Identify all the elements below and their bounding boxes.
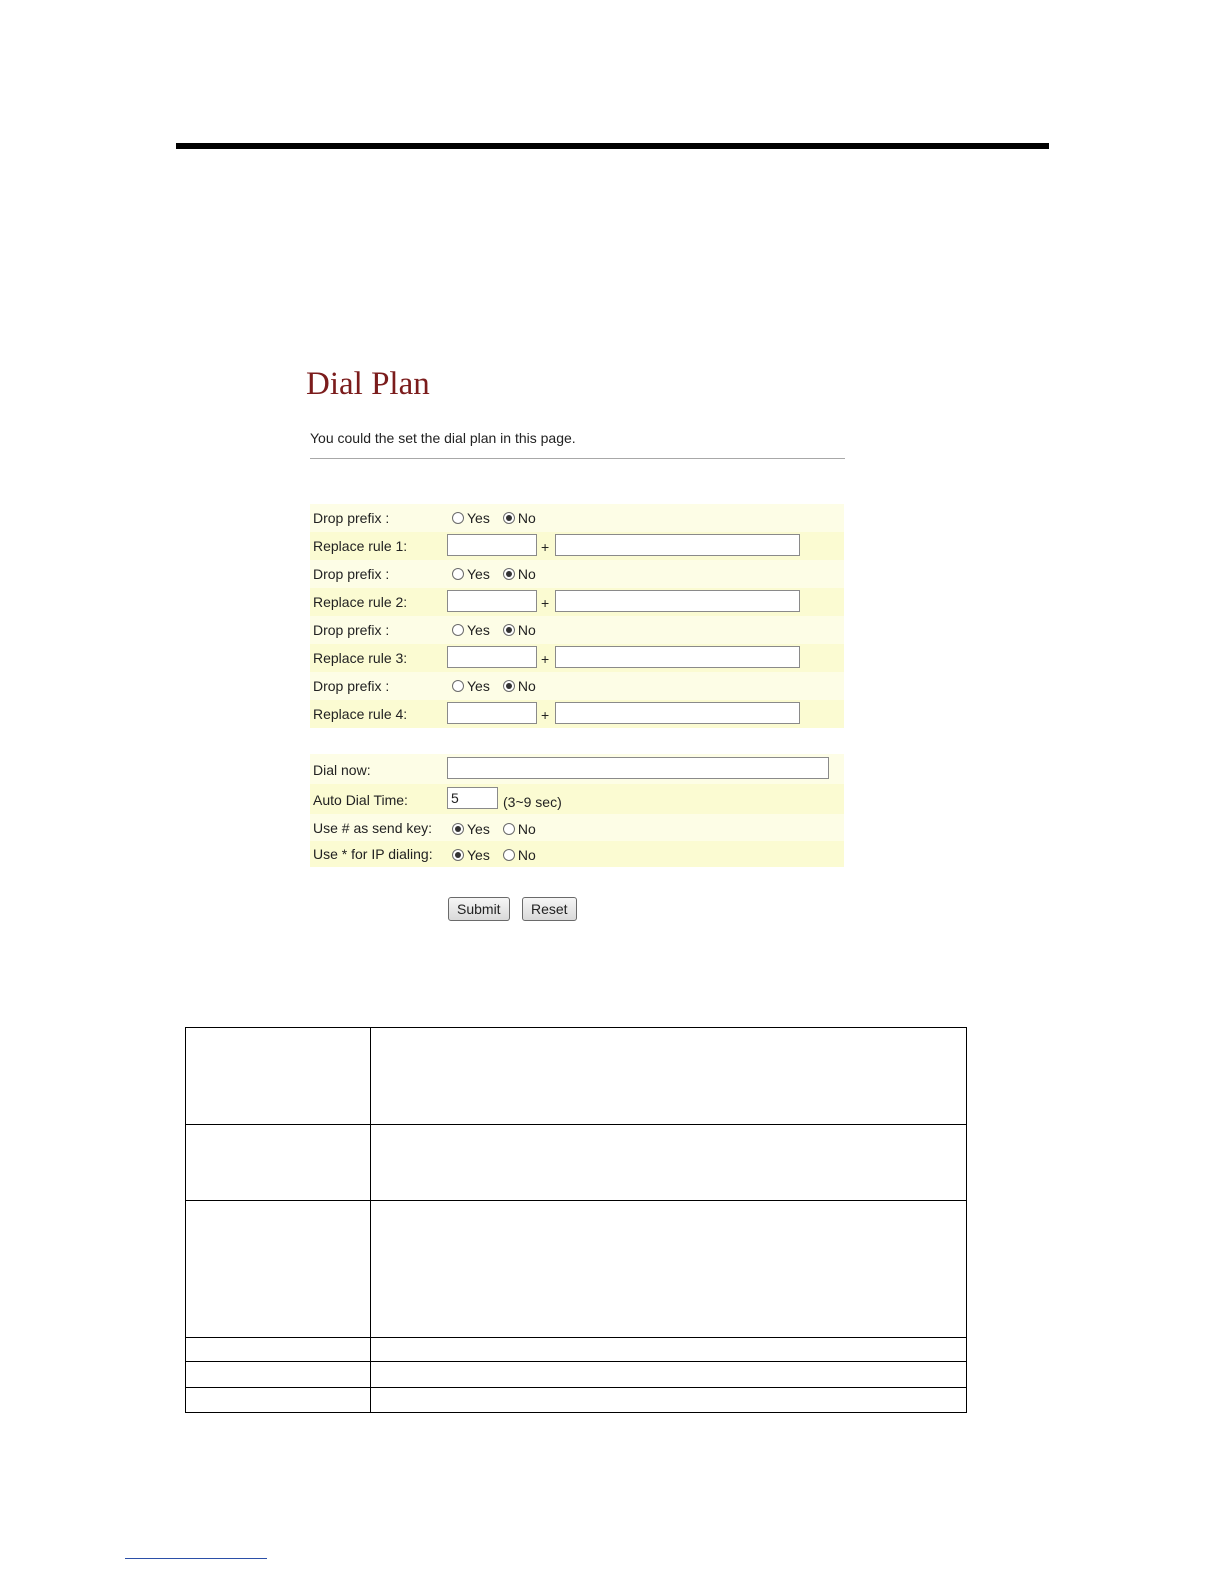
auto-dial-time-label: Auto Dial Time:: [313, 792, 408, 808]
table-row: [186, 1388, 967, 1413]
table-row: [186, 1028, 967, 1125]
yes-label: Yes: [467, 821, 490, 837]
star-ip-dialing-label: Use * for IP dialing:: [313, 846, 433, 862]
table-cell: [186, 1125, 371, 1201]
reset-button[interactable]: Reset: [522, 897, 577, 921]
no-label: No: [517, 847, 536, 863]
hash-send-key-yes-radio[interactable]: [452, 823, 464, 835]
dial-now-label: Dial now:: [313, 762, 371, 778]
drop-prefix-3-no-radio[interactable]: [503, 624, 515, 636]
replace-rule-4-prefix-input[interactable]: [447, 702, 537, 724]
top-rule: [176, 143, 1049, 149]
table-cell: [371, 1388, 967, 1413]
replace-rules-panel: [310, 504, 844, 728]
intro-text: You could the set the dial plan in this page.: [310, 430, 576, 446]
drop-prefix-row-1: [310, 504, 844, 532]
yes-label: Yes: [467, 847, 490, 863]
table-cell: [186, 1338, 371, 1362]
no-label: No: [517, 678, 536, 694]
drop-prefix-2-yes-radio[interactable]: [452, 568, 464, 580]
drop-prefix-label-3: Drop prefix :: [313, 622, 390, 638]
drop-prefix-row-4: [310, 672, 844, 700]
drop-prefix-1-no-radio[interactable]: [503, 512, 515, 524]
hash-send-key-row: [310, 814, 844, 841]
drop-prefix-4-yes-radio[interactable]: [452, 680, 464, 692]
description-table: [185, 1027, 967, 1413]
replace-rule-row-3: [310, 644, 844, 672]
table-cell: [186, 1362, 371, 1388]
table-row: [186, 1201, 967, 1338]
submit-button[interactable]: Submit: [448, 897, 510, 921]
replace-rule-3-prefix-input[interactable]: [447, 646, 537, 668]
yes-label: Yes: [467, 622, 490, 638]
no-label: No: [517, 622, 536, 638]
yes-label: Yes: [467, 566, 490, 582]
table-row: [186, 1338, 967, 1362]
hash-send-key-no-radio[interactable]: [503, 823, 515, 835]
drop-prefix-radio-group-1: [452, 510, 549, 526]
drop-prefix-label-1: Drop prefix :: [313, 510, 390, 526]
plus-sign: +: [541, 707, 550, 723]
hash-send-key-radio-group: [452, 821, 549, 837]
replace-rule-label-3: Replace rule 3:: [313, 650, 408, 666]
plus-sign: +: [541, 651, 550, 667]
star-ip-dialing-no-radio[interactable]: [503, 849, 515, 861]
table-cell: [186, 1201, 371, 1338]
drop-prefix-label-2: Drop prefix :: [313, 566, 390, 582]
drop-prefix-radio-group-4: [452, 678, 549, 694]
star-ip-dialing-row: [310, 841, 844, 867]
no-label: No: [517, 821, 536, 837]
no-label: No: [517, 566, 536, 582]
table-cell: [371, 1362, 967, 1388]
dial-now-input[interactable]: [447, 757, 829, 779]
page-title: Dial Plan: [306, 366, 430, 402]
table-cell: [371, 1201, 967, 1338]
replace-rule-row-1: [310, 532, 844, 560]
drop-prefix-row-2: [310, 560, 844, 588]
yes-label: Yes: [467, 510, 490, 526]
replace-rule-label-2: Replace rule 2:: [313, 594, 408, 610]
no-label: No: [517, 510, 536, 526]
drop-prefix-4-no-radio[interactable]: [503, 680, 515, 692]
replace-rule-2-value-input[interactable]: [555, 590, 800, 612]
replace-rule-label-1: Replace rule 1:: [313, 538, 408, 554]
drop-prefix-radio-group-2: [452, 566, 549, 582]
table-cell: [371, 1028, 967, 1125]
plus-sign: +: [541, 595, 550, 611]
table-row: [186, 1125, 967, 1201]
drop-prefix-row-3: [310, 616, 844, 644]
table-row: [186, 1362, 967, 1388]
table-cell: [371, 1125, 967, 1201]
yes-label: Yes: [467, 678, 490, 694]
hash-send-key-label: Use # as send key:: [313, 820, 433, 836]
star-ip-dialing-radio-group: [452, 847, 549, 863]
auto-dial-time-input[interactable]: [447, 787, 498, 809]
plus-sign: +: [541, 539, 550, 555]
table-cell: [371, 1338, 967, 1362]
table-cell: [186, 1388, 371, 1413]
star-ip-dialing-yes-radio[interactable]: [452, 849, 464, 861]
dial-now-row: [310, 754, 844, 784]
drop-prefix-1-yes-radio[interactable]: [452, 512, 464, 524]
replace-rule-1-value-input[interactable]: [555, 534, 800, 556]
drop-prefix-3-yes-radio[interactable]: [452, 624, 464, 636]
auto-dial-time-row: [310, 784, 844, 814]
drop-prefix-2-no-radio[interactable]: [503, 568, 515, 580]
table-cell: [186, 1028, 371, 1125]
dial-options-panel: [310, 754, 844, 867]
auto-dial-time-hint: (3~9 sec): [503, 794, 562, 810]
drop-prefix-radio-group-3: [452, 622, 549, 638]
footer-link-underline: [125, 1558, 267, 1559]
replace-rule-row-4: [310, 700, 844, 728]
replace-rule-3-value-input[interactable]: [555, 646, 800, 668]
replace-rule-row-2: [310, 588, 844, 616]
divider: [310, 458, 845, 459]
replace-rule-1-prefix-input[interactable]: [447, 534, 537, 556]
replace-rule-2-prefix-input[interactable]: [447, 590, 537, 612]
replace-rule-label-4: Replace rule 4:: [313, 706, 408, 722]
drop-prefix-label-4: Drop prefix :: [313, 678, 390, 694]
replace-rule-4-value-input[interactable]: [555, 702, 800, 724]
